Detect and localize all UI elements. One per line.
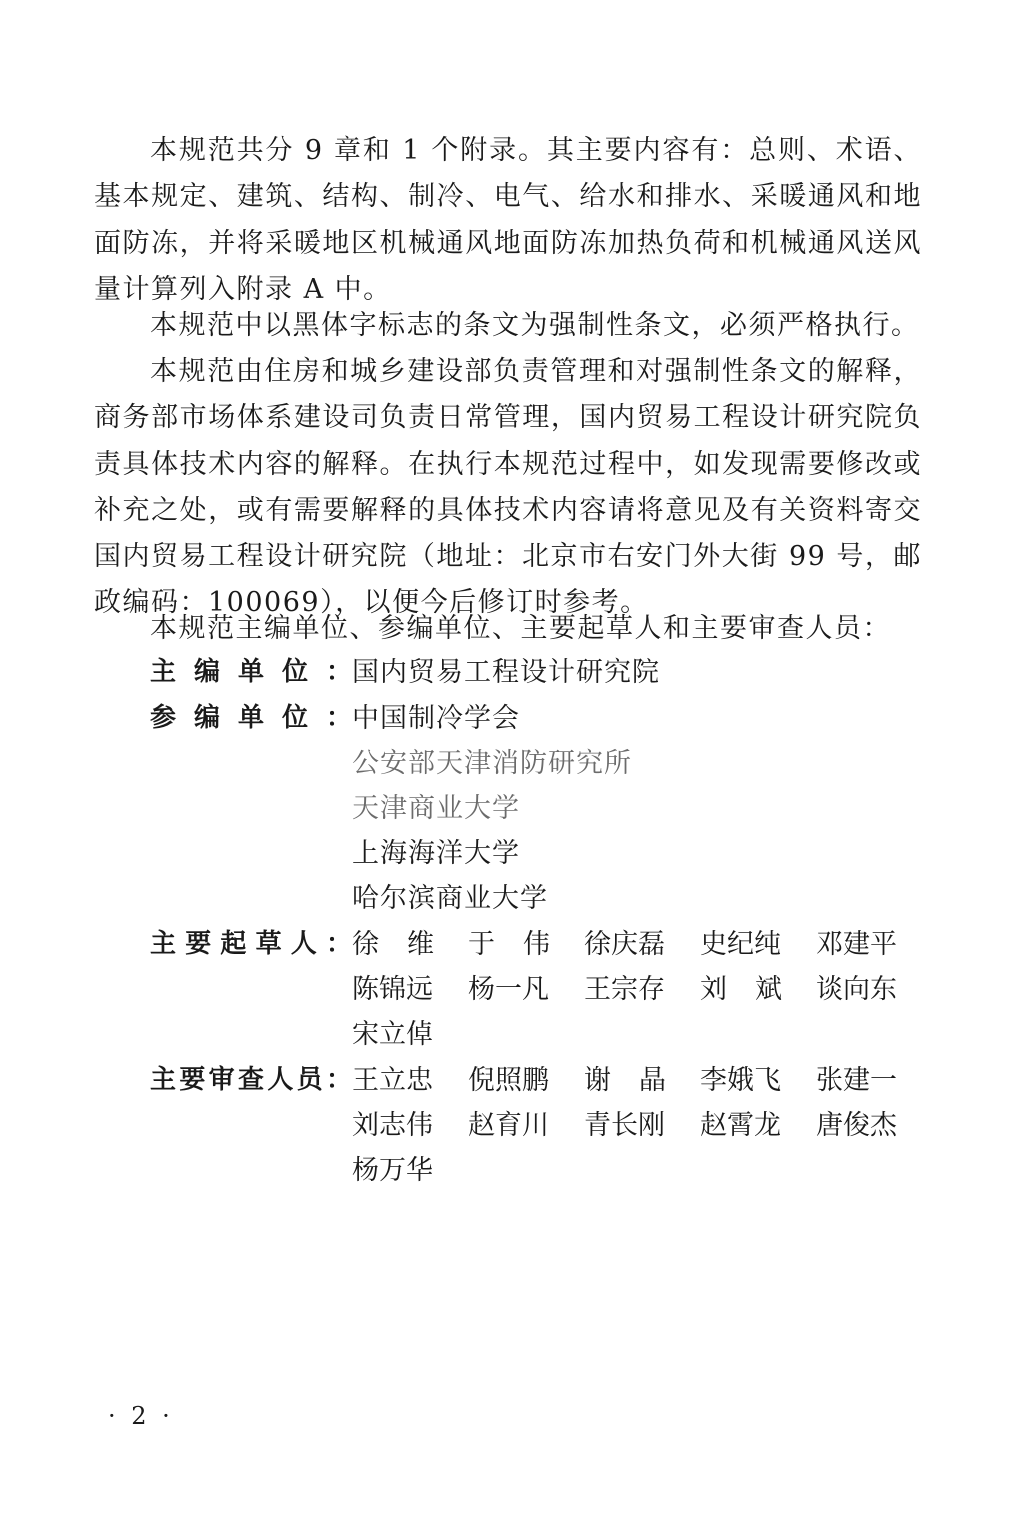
reviewer-name: 赵育川 [468, 1110, 549, 1141]
drafter-name: 王宗存 [584, 974, 665, 1005]
intro-paragraph-contents: 本规范共分 9 章和 1 个附录。其主要内容有：总则、术语、基本规定、建筑、结构、制冷、电气、给水和排水、采暖通风和地面防冻，并将采暖地区机械通风地面防冻加热负荷和机械通风送风量计算列入附录 A 中。 [94, 135, 922, 305]
participating-units-values [352, 696, 930, 921]
participating-unit: 中国制冷学会 [352, 703, 520, 734]
drafter-name: 邓建平 [816, 929, 897, 960]
reviewer-name: 唐俊杰 [816, 1110, 897, 1141]
participating-units-row [150, 696, 930, 921]
chief-unit-row [150, 650, 930, 695]
reviewer-name: 倪照鹏 [468, 1065, 549, 1096]
participating-units-label: 参 编 单 位 ： [150, 703, 352, 733]
reviewer-name: 张建一 [816, 1065, 897, 1096]
participating-unit: 上海海洋大学 [352, 838, 520, 869]
drafter-name: 徐庆磊 [584, 929, 665, 960]
chief-unit-label: 主 编 单 位 ： [150, 657, 352, 687]
reviewer-name: 李娥飞 [700, 1065, 781, 1096]
reviewer-name: 谢晶 [584, 1065, 694, 1096]
reviewer-name: 青长刚 [584, 1110, 665, 1141]
drafter-name: 于伟 [468, 929, 578, 960]
intro-paragraph-management: 本规范由住房和城乡建设部负责管理和对强制性条文的解释，商务部市场体系建设司负责日常管理，国内贸易工程设计研究院负责具体技术内容的解释。在执行本规范过程中，如发现需要修改或补充之处，或有需要解释的具体技术内容请将意见及有关资料寄交国内贸易工程设计研究院（地址：北京市右安门外大街 99 号，邮政编码：100069），以便今后修订时参考。 [94, 356, 922, 619]
drafter-name: 谈向东 [816, 974, 897, 1005]
intro-paragraph-credits-heading: 本规范主编单位、参编单位、主要起草人和主要审查人员： [150, 613, 891, 644]
participating-unit: 哈尔滨商业大学 [352, 883, 548, 914]
drafter-name: 陈锦远 [352, 974, 433, 1005]
chief-unit-values [352, 650, 930, 695]
chief-unit-value: 国内贸易工程设计研究院 [352, 657, 660, 688]
drafter-name: 宋立倬 [352, 1019, 433, 1050]
reviewer-name: 刘志伟 [352, 1110, 433, 1141]
drafter-name: 史纪纯 [700, 929, 781, 960]
intro-paragraph-mandatory: 本规范中以黑体字标志的条文为强制性条文，必须严格执行。 [150, 310, 920, 341]
reviewer-name: 王立忠 [352, 1065, 433, 1096]
reviewers-row [150, 1058, 930, 1193]
participating-unit: 公安部天津消防研究所 [352, 748, 632, 779]
reviewers-label: 主 要 审 查 人 员 ： [150, 1065, 352, 1095]
drafters-label: 主 要 起 草 人 ： [150, 929, 352, 959]
participating-unit: 天津商业大学 [352, 793, 520, 824]
drafters-row [150, 922, 930, 1057]
reviewers-names [352, 1058, 932, 1193]
drafters-names [352, 922, 932, 1057]
page-number: · 2 · [108, 1402, 174, 1430]
drafter-name: 徐维 [352, 929, 462, 960]
reviewer-name: 杨万华 [352, 1155, 433, 1186]
drafter-name: 刘斌 [700, 974, 810, 1005]
drafter-name: 杨一凡 [468, 974, 549, 1005]
credits-block [150, 650, 930, 1194]
reviewer-name: 赵霄龙 [700, 1110, 781, 1141]
